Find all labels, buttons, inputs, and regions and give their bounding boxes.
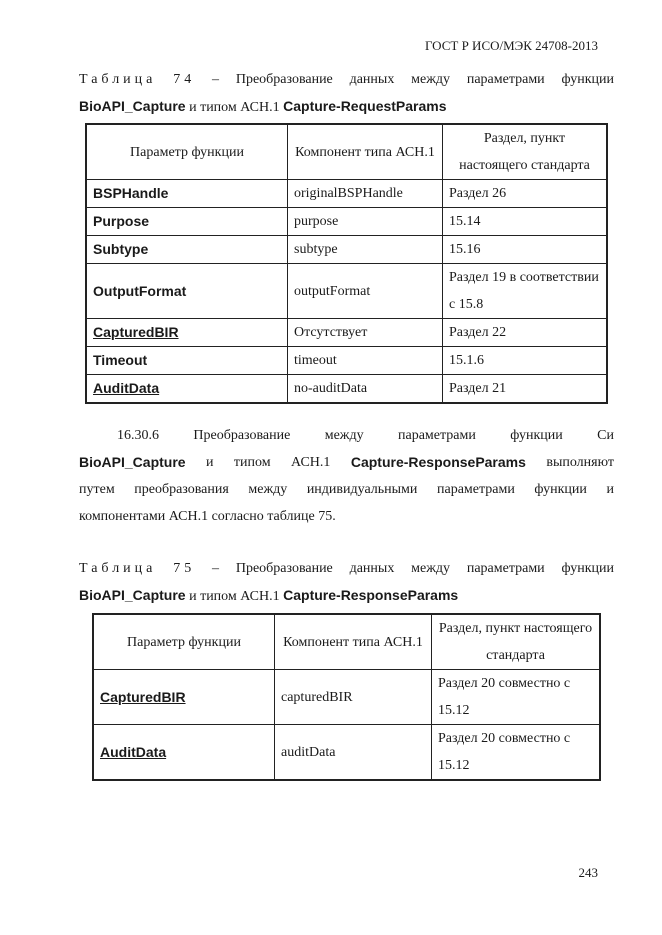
paragraph-word: Преобразование	[193, 428, 291, 443]
table-row	[86, 347, 607, 375]
paragraph-word: индивидуальными	[306, 482, 418, 497]
caption-dash: –	[212, 561, 220, 576]
paragraph-type-name: Capture-ResponseParams	[350, 454, 526, 470]
caption-word: функции	[561, 561, 614, 576]
caption-function-name: BioAPI_Capture	[79, 98, 186, 114]
param-cell-link[interactable]: AuditData	[86, 375, 288, 404]
param-cell: Timeout	[86, 347, 288, 375]
caption-word: данных	[349, 561, 395, 576]
caption-middle-text: и типом АСН.1	[185, 589, 284, 604]
caption-word: Преобразование	[235, 561, 333, 576]
caption-word: между	[411, 561, 451, 576]
table-row	[86, 180, 607, 208]
component-cell: purpose	[288, 208, 443, 236]
table-74	[85, 123, 608, 404]
section-cell: 15.16	[443, 236, 608, 264]
paragraph-word: типом	[233, 455, 271, 470]
param-cell-link[interactable]: AuditData	[93, 725, 275, 781]
paragraph-word: параметрами	[436, 482, 515, 497]
table-74-caption	[79, 67, 614, 121]
clause-number: 16.30.6	[117, 428, 159, 443]
table-75-caption	[79, 556, 614, 610]
component-cell: no-auditData	[288, 375, 443, 404]
paragraph-word: и	[606, 482, 614, 497]
caption-word: параметрами	[466, 72, 545, 87]
paragraph-16-30-6	[79, 422, 614, 530]
caption-dash: –	[212, 72, 220, 87]
section-cell: 15.14	[443, 208, 608, 236]
section-cell: Раздел 21	[443, 375, 608, 404]
table-row	[86, 375, 607, 404]
running-header: ГОСТ Р ИСО/МЭК 24708-2013	[424, 38, 598, 53]
table-header-row	[86, 124, 607, 180]
table-row	[86, 319, 607, 347]
component-cell: outputFormat	[288, 264, 443, 319]
table-header-row	[93, 614, 600, 670]
paragraph-word: между	[248, 482, 288, 497]
table-row	[86, 264, 607, 319]
caption-number: 75	[173, 561, 196, 576]
table-row	[86, 208, 607, 236]
paragraph-word: путем	[79, 482, 115, 497]
section-cell: 15.1.6	[443, 347, 608, 375]
paragraph-word: преобразования	[134, 482, 229, 497]
param-cell: BSPHandle	[86, 180, 288, 208]
caption-type-name: Capture-RequestParams	[283, 98, 447, 114]
param-cell: Subtype	[86, 236, 288, 264]
caption-number: 74	[173, 72, 196, 87]
caption-label: Таблица	[79, 72, 157, 87]
section-cell: Раздел 20 совместно с 15.12	[432, 670, 601, 725]
param-cell-link[interactable]: CapturedBIR	[93, 670, 275, 725]
section-cell: Раздел 20 совместно с 15.12	[432, 725, 601, 781]
header-section: Раздел, пункт настоящего стандарта	[432, 614, 601, 670]
header-parameter: Параметр функции	[86, 124, 288, 180]
paragraph-word: функции	[534, 482, 587, 497]
header-component: Компонент типа АСН.1	[275, 614, 432, 670]
paragraph-word: между	[324, 428, 364, 443]
caption-type-name: Capture-ResponseParams	[283, 587, 459, 603]
table-row	[93, 670, 600, 725]
section-cell: Раздел 26	[443, 180, 608, 208]
component-cell: originalBSPHandle	[288, 180, 443, 208]
paragraph-word: и	[206, 455, 214, 470]
section-cell: Раздел 19 в соответствии с 15.8	[443, 264, 608, 319]
paragraph-function-name: BioAPI_Capture	[79, 454, 186, 470]
header-parameter: Параметр функции	[93, 614, 275, 670]
param-cell-link[interactable]: CapturedBIR	[86, 319, 288, 347]
header-section: Раздел, пункт настоящего стандарта	[443, 124, 608, 180]
page-number: 243	[578, 865, 598, 880]
caption-word: функции	[561, 72, 614, 87]
component-cell: capturedBIR	[275, 670, 432, 725]
component-cell: subtype	[288, 236, 443, 264]
caption-word: между	[411, 72, 451, 87]
paragraph-word: функции	[510, 428, 563, 443]
paragraph-last-line: компонентами АСН.1 согласно таблице 75.	[79, 509, 336, 524]
paragraph-word: выполняют	[546, 455, 614, 470]
section-cell: Раздел 22	[443, 319, 608, 347]
header-component: Компонент типа АСН.1	[288, 124, 443, 180]
table-row	[93, 725, 600, 781]
table-75	[92, 613, 601, 781]
paragraph-word: параметрами	[398, 428, 476, 443]
component-cell: Отсутствует	[288, 319, 443, 347]
table-row	[86, 236, 607, 264]
component-cell: timeout	[288, 347, 443, 375]
caption-function-name: BioAPI_Capture	[79, 587, 186, 603]
caption-word: параметрами	[466, 561, 545, 576]
paragraph-word: Си	[597, 428, 614, 443]
caption-label: Таблица	[79, 561, 157, 576]
caption-word: Преобразование	[235, 72, 333, 87]
caption-middle-text: и типом АСН.1	[185, 100, 284, 115]
param-cell: Purpose	[86, 208, 288, 236]
component-cell: auditData	[275, 725, 432, 781]
caption-word: данных	[349, 72, 395, 87]
param-cell: OutputFormat	[86, 264, 288, 319]
paragraph-word: АСН.1	[291, 455, 331, 470]
